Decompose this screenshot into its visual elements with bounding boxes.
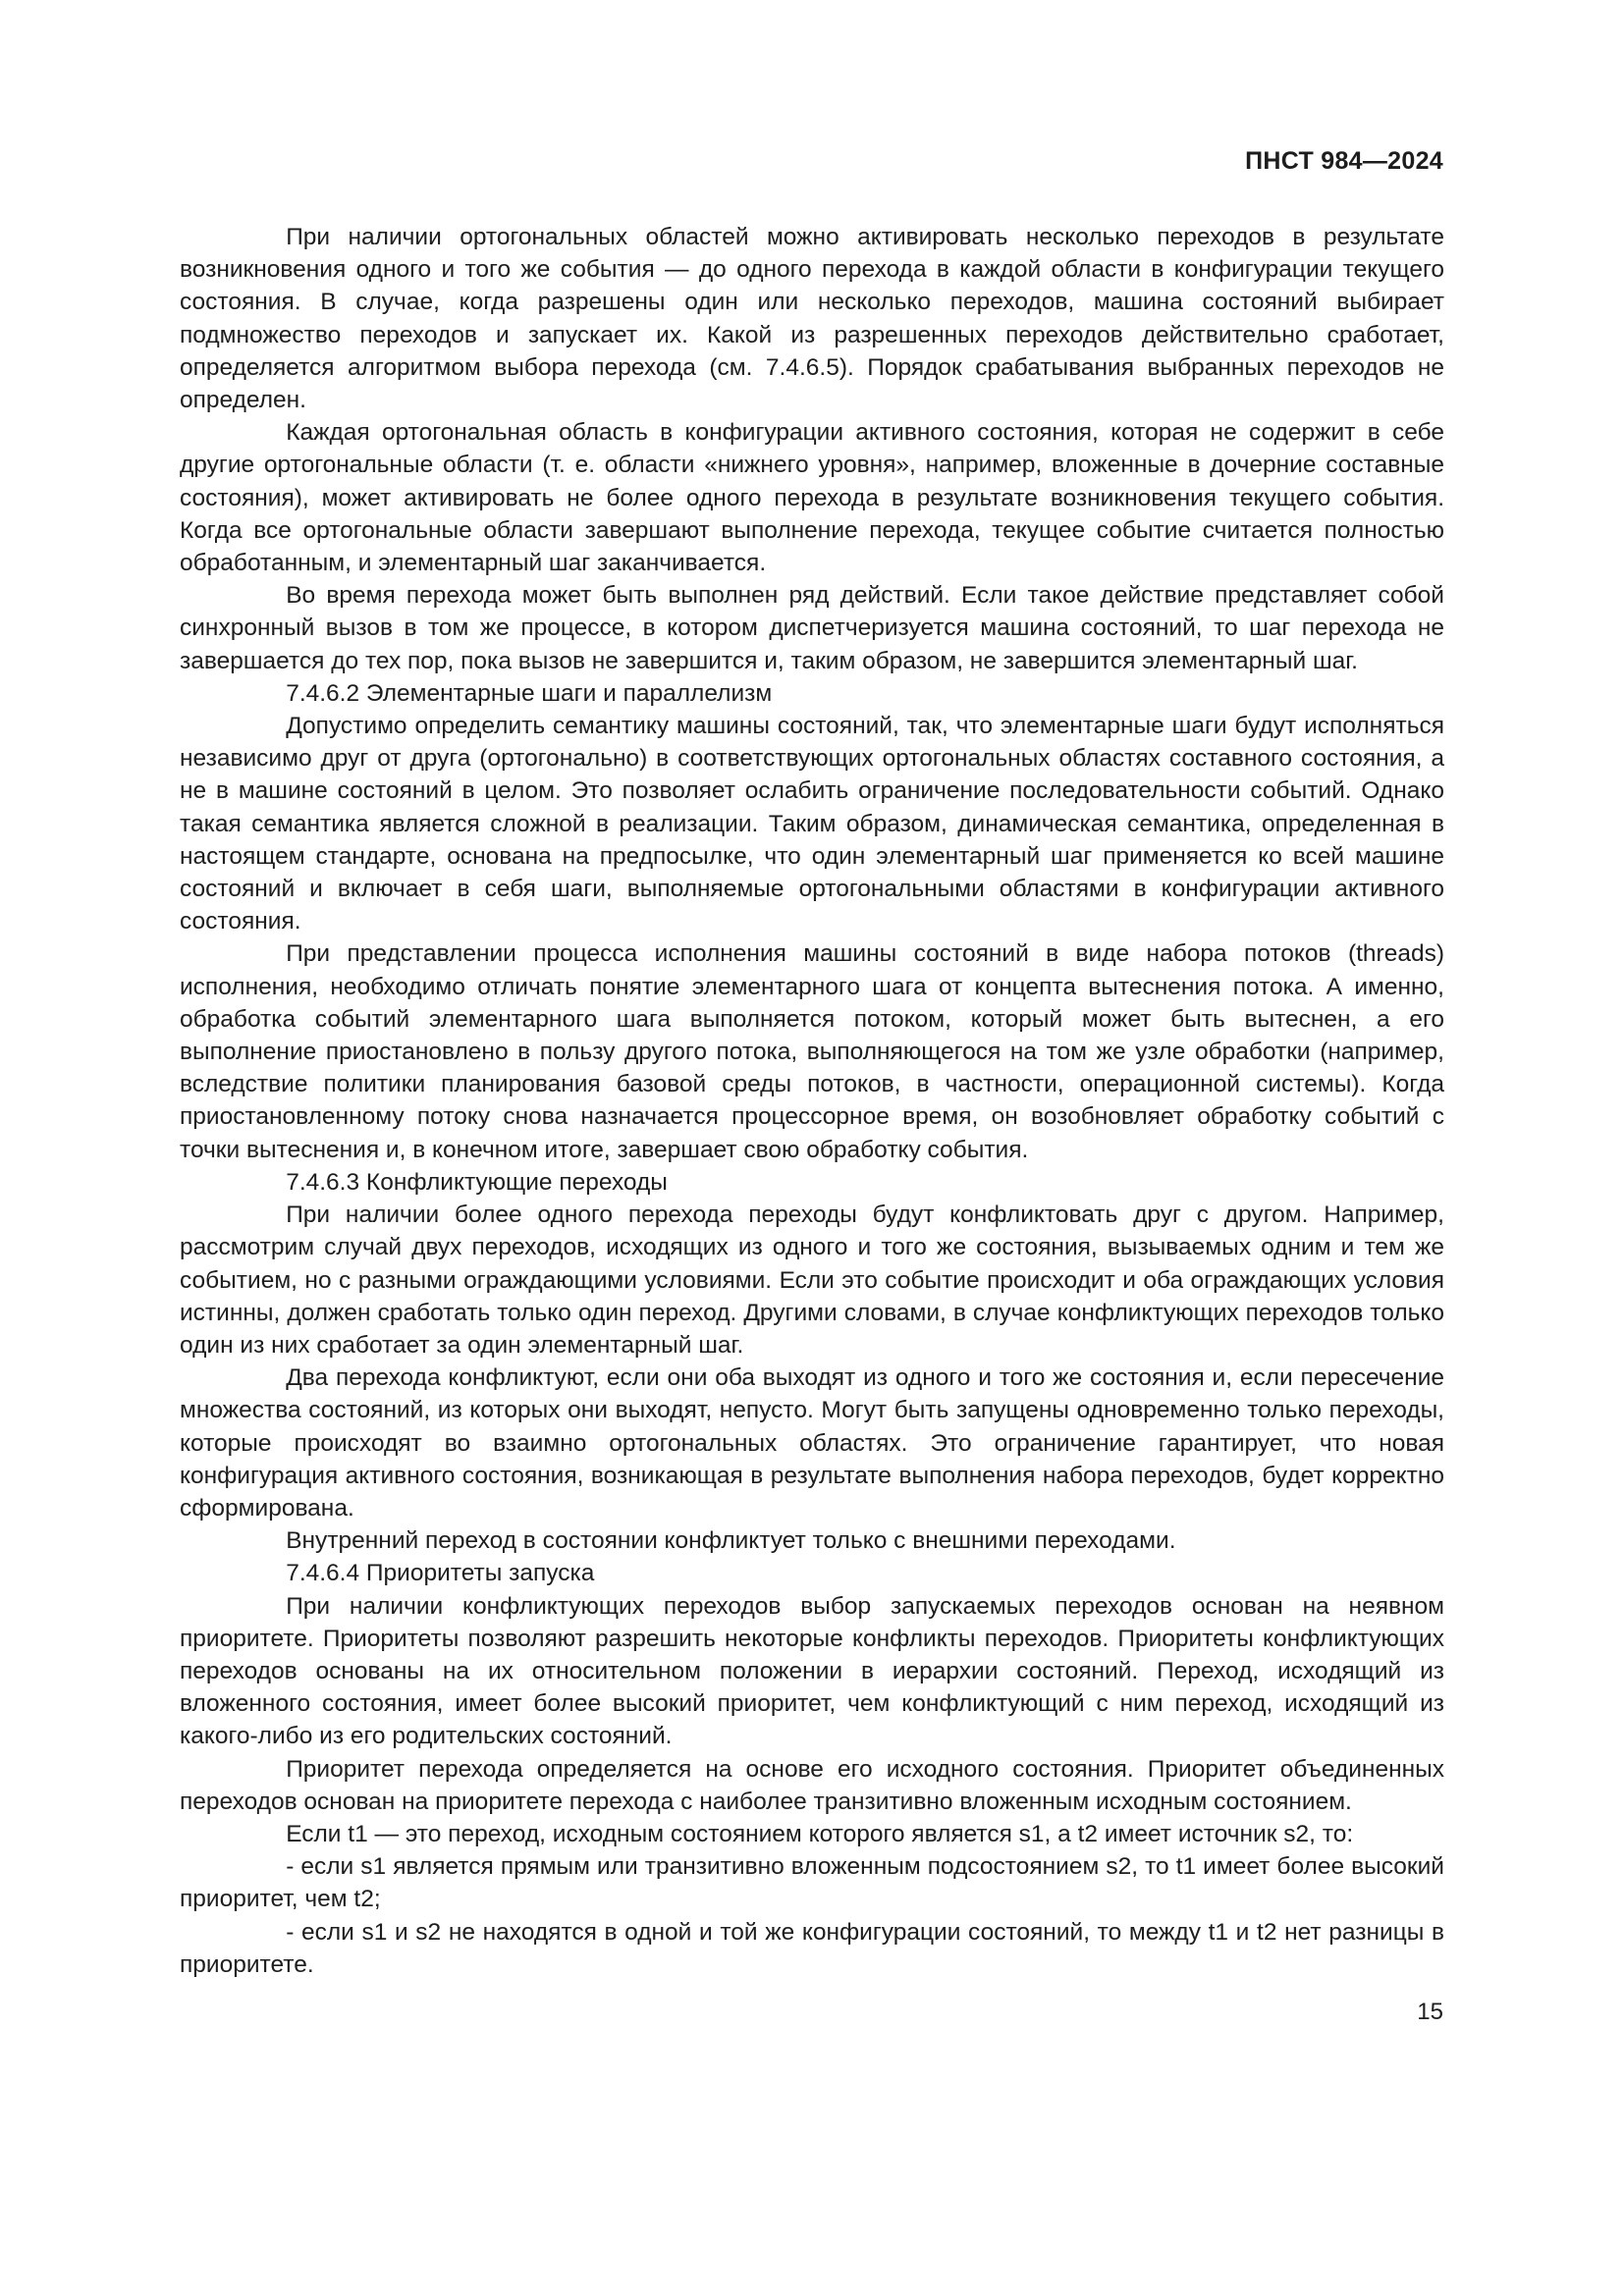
- standard-id: ПНСТ 984—2024: [1245, 147, 1443, 175]
- section-heading: 7.4.6.2 Элементарные шаги и параллелизм: [286, 679, 773, 707]
- paragraph: При представлении процесса исполнения машины состояний в виде набора потоков (threads) исполнения, необходимо отличать понятие элементарного шага от концепта вытеснения потока. А именно, обработка событий элементарного шага выполняется потоком, который может быть вытеснен, а его выполнение приостановлено в пользу другого потока, выполняющегося на том же узле обработки (например, вследствие политики планирования базовой среды потоков, в частности, операционной системы). Когда приостановленному потоку снова назначается процессорное время, он возобновляет обработку событий с точки вытеснения и, в конечном итоге, завершает свою обработку события.: [180, 940, 1444, 1163]
- section-heading: 7.4.6.3 Конфликтующие переходы: [286, 1168, 668, 1196]
- paragraph: Каждая ортогональная область в конфигурации активного состояния, которая не содержит в себе другие ортогональные области (т. е. области «нижнего уровня», например, вложенные в дочерние составные состояния), может активировать не более одного перехода в результате возникновения текущего события. Когда все ортогональные области завершают выполнение перехода, текущее событие считается полностью обработанным, и элементарный шаг заканчивается.: [180, 419, 1444, 577]
- paragraph: Приоритет перехода определяется на основе его исходного состояния. Приоритет объединенных переходов основан на приоритете перехода с наиболее транзитивно вложенным исходным состоянием.: [180, 1755, 1444, 1815]
- document-body: [180, 221, 1444, 1981]
- paragraph: Два перехода конфликтуют, если они оба выходят из одного и того же состояния и, если пересечение множества состояний, из которых они выходят, непусто. Могут быть запущены одновременно только переходы, которые происходят во взаимно ортогональных областях. Это ограничение гарантирует, что новая конфигурация активного состояния, возникающая в результате выполнения набора переходов, будет корректно сформирована.: [180, 1364, 1444, 1522]
- paragraph: При наличии более одного перехода переходы будут конфликтовать друг с другом. Например, рассмотрим случай двух переходов, исходящих из одного и того же состояния, вызываемых одним и тем же событием, но с разными ограждающими условиями. Если это событие происходит и оба ограждающих условия истинны, должен сработать только один переход. Другими словами, в случае конфликтующих переходов только один из них сработает за один элементарный шаг.: [180, 1201, 1444, 1359]
- paragraph: Допустимо определить семантику машины состояний, так, что элементарные шаги будут исполняться независимо друг от друга (ортогонально) в соответствующих ортогональных областях составного состояния, а не в машине состояний в целом. Это позволяет ослабить ограничение последовательности событий. Однако такая семантика является сложной в реализации. Таким образом, динамическая семантика, определенная в настоящем стандарте, основана на предпосылке, что один элементарный шаг применяется ко всей машине состояний и включает в себя шаги, выполняемые ортогональными областями в конфигурации активного состояния.: [180, 713, 1444, 935]
- paragraph: Во время перехода может быть выполнен ряд действий. Если такое действие представляет собой синхронный вызов в том же процессе, в котором диспетчеризуется машина состояний, то шаг перехода не завершается до тех пор, пока вызов не завершится и, таким образом, не завершится элементарный шаг.: [180, 582, 1444, 674]
- paragraph: Внутренний переход в состоянии конфликтует только с внешними переходами.: [286, 1527, 1176, 1555]
- paragraph: При наличии конфликтующих переходов выбор запускаемых переходов основан на неявном приоритете. Приоритеты позволяют разрешить некоторые конфликты переходов. Приоритеты конфликтующих переходов основаны на их относительном положении в иерархии состояний. Переход, исходящий из вложенного состояния, имеет более высокий приоритет, чем конфликтующий с ним переход, исходящий из какого-либо из его родительских состояний.: [180, 1592, 1444, 1750]
- page-number: 15: [1417, 1999, 1443, 2025]
- list-item: - если s1 и s2 не находятся в одной и той же конфигурации состояний, то между t1 и t2 нет разницы в приоритете.: [180, 1918, 1444, 1978]
- list-item: - если s1 является прямым или транзитивно вложенным подсостоянием s2, то t1 имеет более высокий приоритет, чем t2;: [180, 1853, 1444, 1913]
- paragraph: При наличии ортогональных областей можно активировать несколько переходов в результате возникновения одного и того же события — до одного перехода в каждой области в конфигурации текущего состояния. В случае, когда разрешены один или несколько переходов, машина состояний выбирает подмножество переходов и запускает их. Какой из разрешенных переходов действительно сработает, определяется алгоритмом выбора перехода (см. 7.4.6.5). Порядок срабатывания выбранных переходов не определен.: [180, 224, 1444, 414]
- paragraph: Если t1 — это переход, исходным состоянием которого является s1, а t2 имеет источник s2, то:: [286, 1820, 1354, 1847]
- section-heading: 7.4.6.4 Приоритеты запуска: [286, 1560, 595, 1587]
